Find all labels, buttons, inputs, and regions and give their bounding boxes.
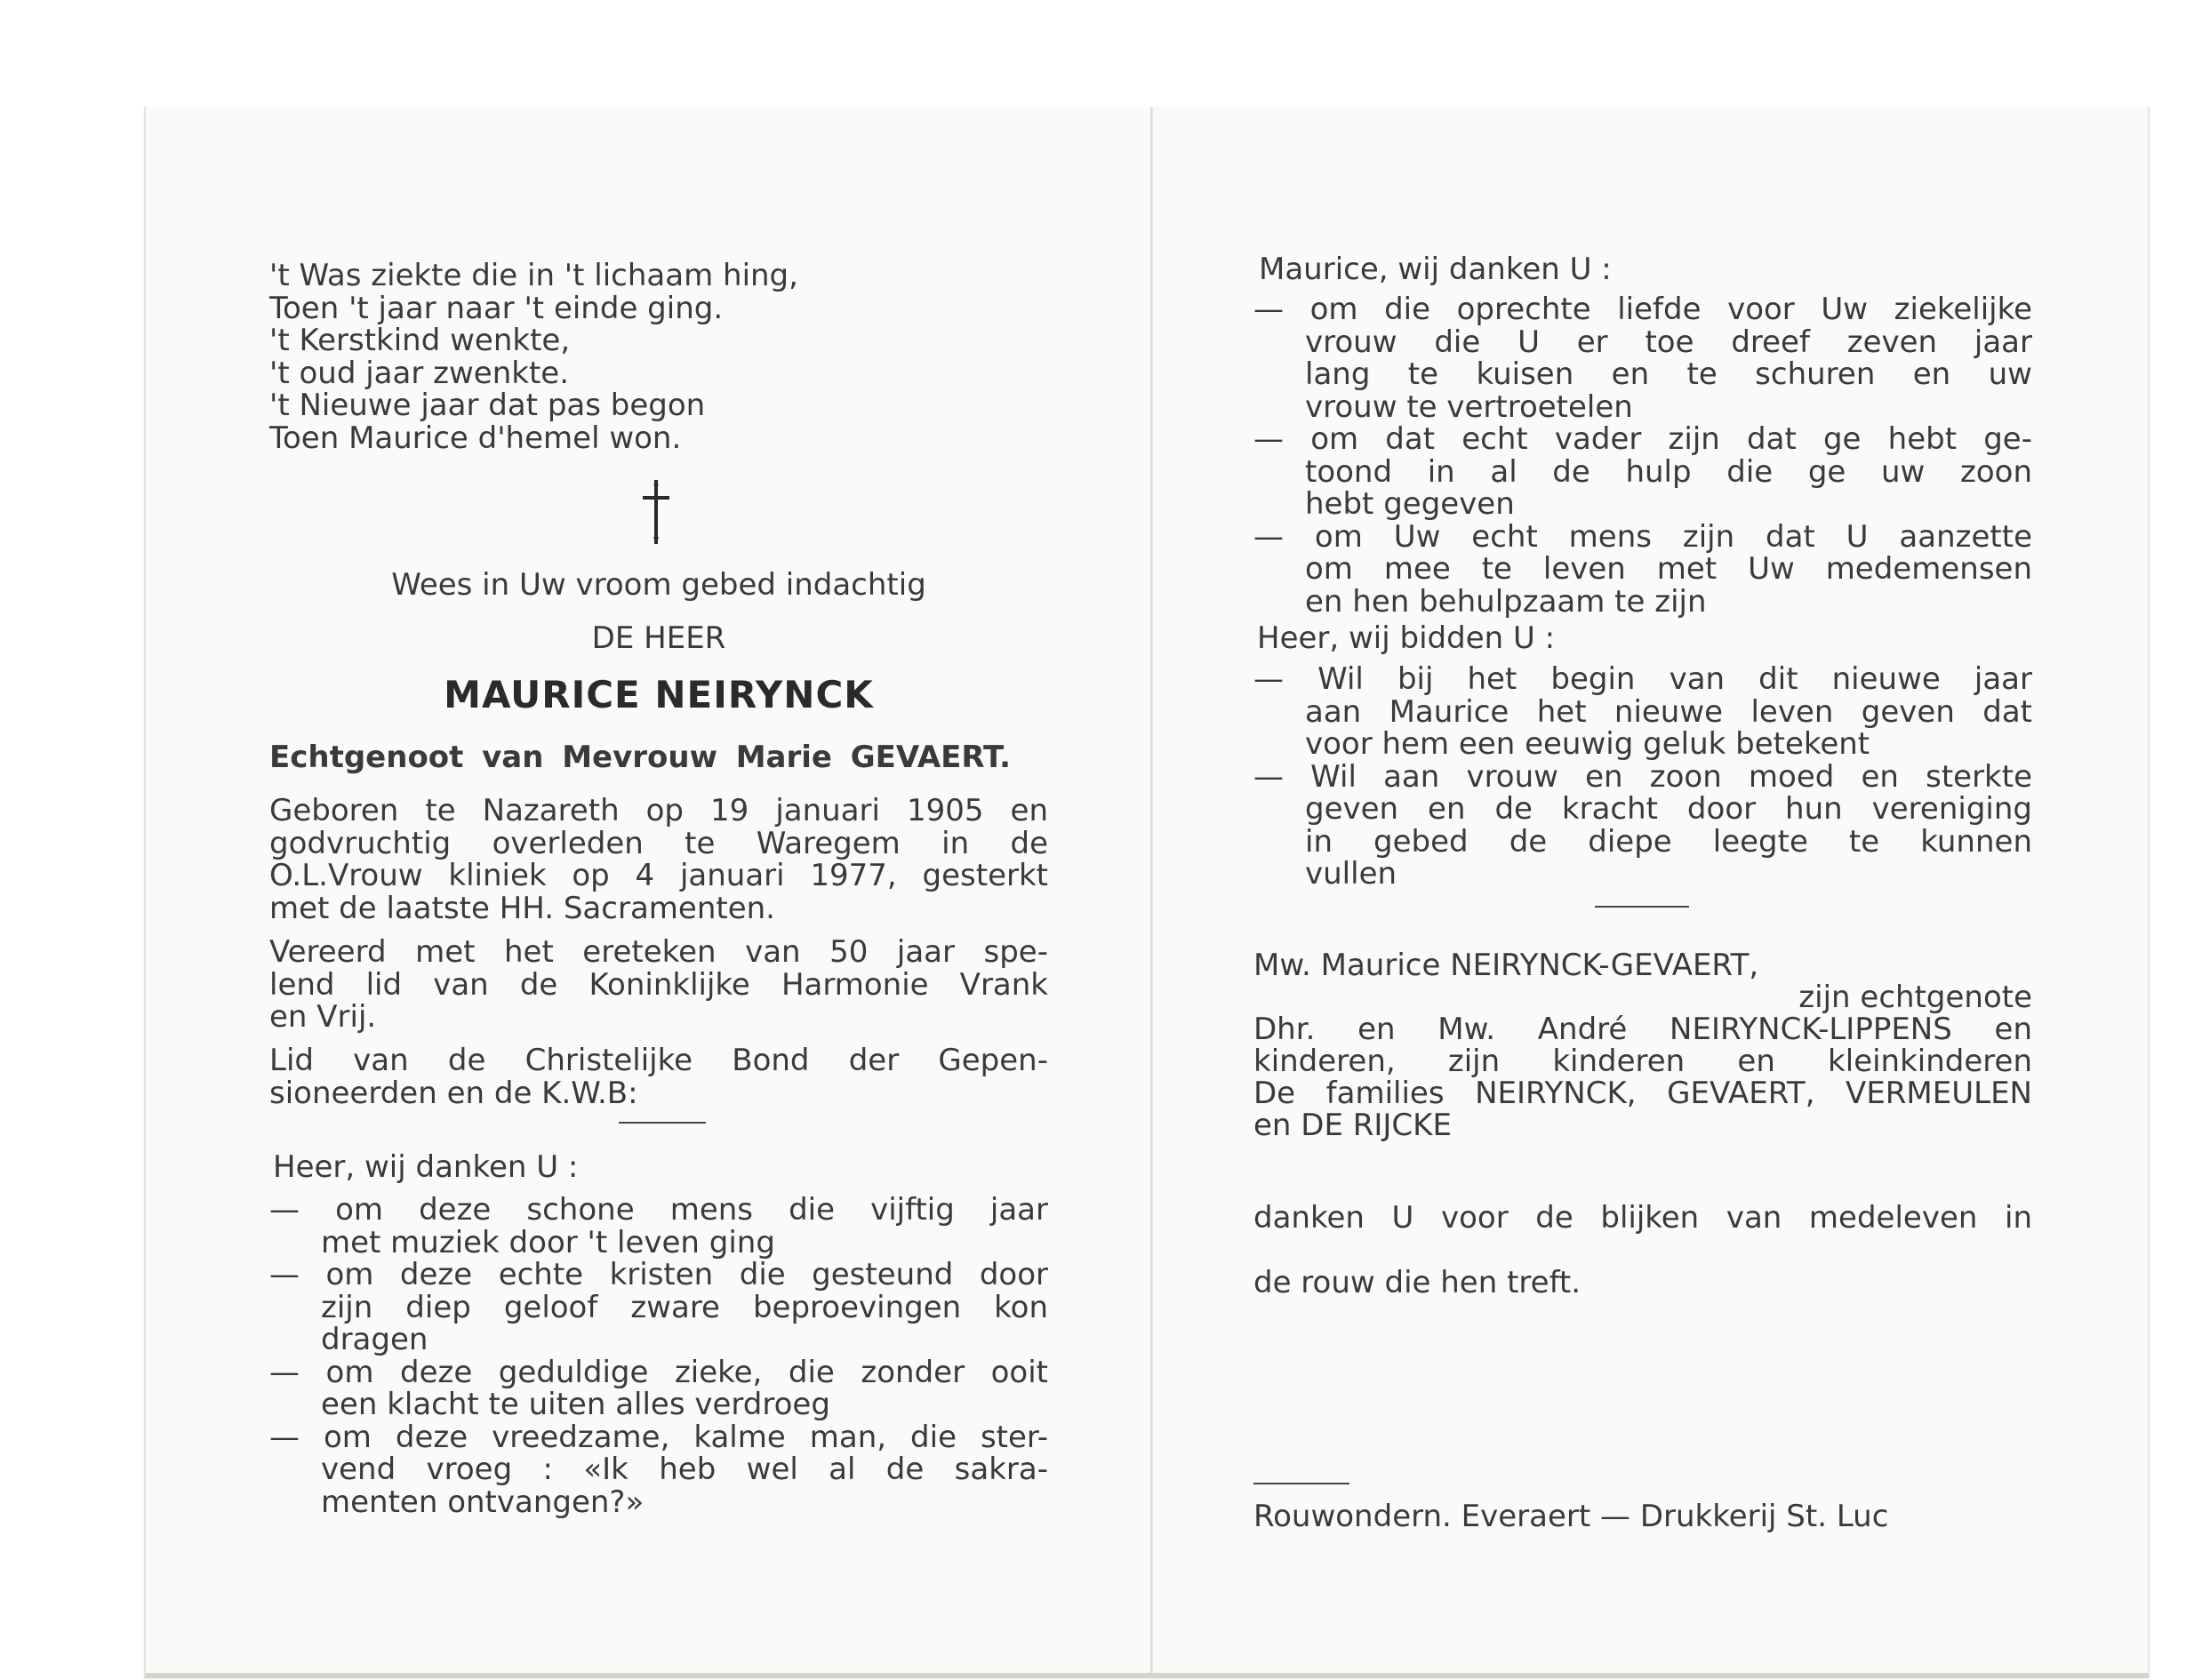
left-prayer-list: — om deze schone mens die vijftig jaar met muziek door 't leven ging — om deze echte kristen die gesteund door zijn diep geloof zware beproevingen kon dragen — om deze geduldige zieke, die zonder ooit een klacht te uiten alles verdroeg — om deze vreedzame, kalme man, die ster- vend vroeg : «Ik heb wel al de sakra- menten ontvangen?»: [269, 1192, 1048, 1520]
deceased-name: MAURICE NEIRYNCK: [444, 673, 874, 716]
list-item: — om Uw echt mens zijn dat U aanzette: [1253, 518, 2032, 555]
poem: [269, 260, 798, 454]
right-thanks-list: — om die oprechte liefde voor Uw ziekelijke vrouw die U er toe dreef zeven jaar lang te kuisen en te schuren en uw vrouw te vertroetelen — om dat echt vader zijn dat ge hebt ge- toond in al de hulp die ge uw zoon hebt gegeven — om Uw echt mens zijn dat U aanzette om mee te leven met Uw medemensen en hen behulpzaam te zijn: [1253, 292, 2032, 620]
list-item: — om deze schone mens die vijftig jaar: [269, 1192, 1048, 1228]
divider: [1253, 1483, 1349, 1484]
closing-line-1: danken U voor de blijken van medeleven in: [1253, 1200, 2032, 1236]
closing-line-2: de rouw die hen treft.: [1253, 1265, 1581, 1300]
poem-line: Toen Maurice d'hemel won.: [269, 420, 682, 456]
poem-line: 't Nieuwe jaar dat pas begon: [269, 388, 706, 423]
right-prayer-list: — Wil bij het begin van dit nieuwe jaar aan Maurice het nieuwe leven geven dat voor hem een eeuwig geluk betekent — Wil aan vrouw en zoon moed en sterkte geven en de kracht door hun vereniging in gebed de diepe leegte te kunnen vullen: [1253, 661, 2032, 892]
left-prayer-heading: Heer, wij danken U :: [273, 1149, 579, 1185]
list-item: — Wil aan vrouw en zoon moed en sterkte: [1253, 758, 2032, 795]
family-line-1: Mw. Maurice NEIRYNCK-GEVAERT,: [1253, 948, 1759, 983]
card-fold: [1150, 107, 1153, 1673]
bio-birth-death: Geboren te Nazareth op 19 januari 1905 en godvruchtig overleden te Waregem in de O.L.Vrouw kliniek op 4 januari 1977, gesterkt met de laatste HH. Sacramenten.: [269, 793, 1048, 926]
poem-line: 't Kerstkind wenkte,: [269, 323, 571, 358]
bio-honour: Vereerd met het ereteken van 50 jaar spe- lend lid van de Koninklijke Harmonie Vrank en Vrij.: [269, 934, 1048, 1035]
list-item: — om dat echt vader zijn dat ge hebt ge-: [1253, 421, 2032, 457]
right-prayer-heading: Heer, wij bidden U :: [1257, 620, 1556, 656]
list-item: — Wil bij het begin van dit nieuwe jaar: [1253, 661, 2032, 697]
divider: [1595, 906, 1689, 908]
family-line-4: De families NEIRYNCK, GEVAERT, VERMEULEN: [1253, 1076, 2032, 1111]
bio-membership: Lid van de Christelijke Bond der Gepen- sioneerden en de K.W.B:: [269, 1043, 1048, 1111]
family-line-5: en DE RIJCKE: [1253, 1108, 1452, 1143]
cross-icon: [638, 478, 674, 549]
poem-line: 't oud jaar zwenkte.: [269, 355, 569, 391]
right-thanks-heading: Maurice, wij danken U :: [1259, 252, 1612, 287]
memorial-intro: Wees in Uw vroom gebed indachtig: [391, 567, 926, 603]
divider: [619, 1122, 706, 1124]
printer-credit: Rouwondern. Everaert — Drukkerij St. Luc: [1253, 1499, 1889, 1534]
list-item: — om die oprechte liefde voor Uw ziekelijke: [1253, 292, 2032, 327]
memorial-honorific: DE HEER: [591, 620, 726, 656]
list-item: — om deze echte kristen die gesteund door: [269, 1257, 1048, 1292]
poem-line: Toen 't jaar naar 't einde ging.: [269, 290, 724, 326]
family-line-1b: zijn echtgenote: [1798, 980, 2032, 1015]
family-line-2: Dhr. en Mw. André NEIRYNCK-LIPPENS en: [1253, 1012, 2032, 1047]
list-item: — om deze vreedzame, kalme man, die ster-: [269, 1419, 1048, 1455]
list-item: — om deze geduldige zieke, die zonder ooit: [269, 1354, 1048, 1390]
poem-line: 't Was ziekte die in 't lichaam hing,: [269, 258, 798, 293]
family-line-3: kinderen, zijn kinderen en kleinkinderen: [1253, 1044, 2032, 1079]
spouse-line: Echtgenoot van Mevrouw Marie GEVAERT.: [269, 740, 1011, 775]
